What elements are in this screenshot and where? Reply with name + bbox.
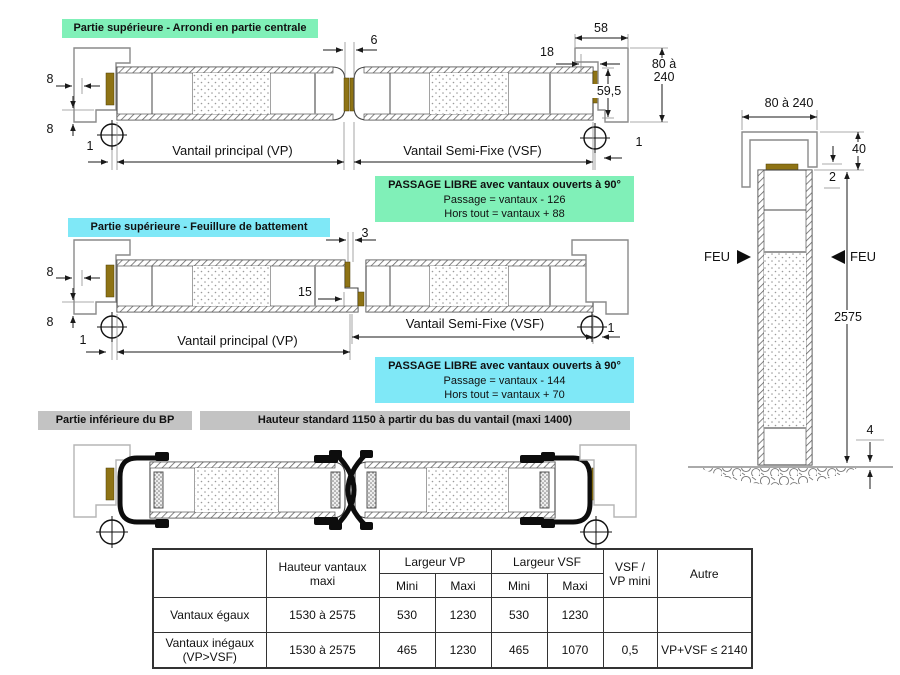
dim-8-top: 8 [46,72,54,86]
battement-seal [345,262,350,287]
dim-2575: 2575 [828,310,868,324]
section3-header: Partie inférieure du BP [38,411,192,430]
cell-vsf-mini: 530 [491,598,547,633]
dim-8-bottom: 8 [46,122,54,136]
feu-label-right: FEU [850,249,876,264]
dim-1-left: 1 [86,139,94,153]
dimensions-table [152,548,753,669]
top-seal [766,164,798,170]
vp-insulation [193,266,270,306]
insulation [764,253,806,428]
table-row [153,633,752,669]
header-autre: Autre [657,549,752,598]
bp-mechanism-strip [331,472,340,508]
frame-seal [106,468,114,500]
cell-autre [657,598,752,633]
dim-58: 58 [594,21,608,35]
dim-1-left: 1 [79,333,87,347]
cell-vp-mini: 465 [379,633,435,669]
dim-8-top: 8 [46,265,54,279]
header-mini: Mini [379,574,435,598]
cell-ratio: 0,5 [603,633,657,669]
cell-autre: VP+VSF ≤ 2140 [657,633,752,669]
passage-line: Hors tout = vantaux + 88 [444,208,565,220]
dim-4: 4 [866,423,874,437]
bp-mechanism-strip [540,472,549,508]
frame-seal [106,265,114,297]
cell-hauteur: 1530 à 2575 [266,633,379,669]
header-empty [153,549,266,598]
header-mini: Mini [491,574,547,598]
dim-6: 6 [370,33,378,47]
row-label: Vantaux égaux [153,598,266,633]
header-largeur-vp: Largeur VP [379,549,491,574]
dim-18: 18 [540,45,554,59]
bp-mechanism-strip [154,472,163,508]
header-ratio: VSF / VP mini [603,549,657,598]
dim-2: 2 [829,170,836,184]
dim-40: 40 [845,142,873,156]
passage-line: Hors tout = vantaux + 70 [444,389,565,401]
bp-mechanism-strip [367,472,376,508]
dim-80-240: 80 à 240 [649,58,679,84]
dim-8-bottom: 8 [46,315,54,329]
vp-insulation [195,468,278,512]
section2-header: Partie supérieure - Feuillure de battement [68,218,330,237]
cell-vsf-maxi: 1230 [547,598,603,633]
passage-libre-note-green [375,176,634,222]
header-hauteur: Hauteur vantaux maxi [266,549,379,598]
vsf-insulation [430,266,508,306]
dim-3: 3 [361,226,369,240]
passage-line: Passage = vantaux - 144 [443,374,566,387]
feu-label-left: FEU [704,249,730,264]
cell-vp-maxi: 1230 [435,598,491,633]
vsf-label: Vantail Semi-Fixe (VSF) [403,143,542,158]
passage-title: PASSAGE LIBRE avec vantaux ouverts à 90° [388,360,621,372]
ground-rubble [700,468,858,485]
vp-label: Vantail principal (VP) [172,143,293,158]
frame-seal [106,73,114,105]
feu-arrow-right-icon [737,250,751,264]
cell-vsf-mini: 465 [491,633,547,669]
vsf-insulation [430,73,508,114]
cell-hauteur: 1530 à 2575 [266,598,379,633]
cell-vp-mini: 530 [379,598,435,633]
passage-libre-note-cyan [375,357,634,403]
dim-15: 15 [298,285,312,299]
drawing-top-feuillure [56,232,628,360]
vsf-insulation [427,468,508,512]
meeting-seal [344,78,349,111]
header-maxi: Maxi [435,574,491,598]
feu-arrow-left-icon [831,250,845,264]
cell-vp-maxi: 1230 [435,633,491,669]
cell-ratio [603,598,657,633]
cell-vsf-maxi: 1070 [547,633,603,669]
section1-header: Partie supérieure - Arrondi en partie centrale [62,19,318,38]
drawing-bottom-bp [74,445,636,548]
dim-80-240-side: 80 à 240 [764,96,814,110]
vp-label: Vantail principal (VP) [177,333,298,348]
row-label: Vantaux inégaux (VP>VSF) [153,633,266,669]
dim-1-right: 1 [635,135,643,149]
table-row [153,598,752,633]
vp-insulation [193,73,270,114]
dim-59-5: 59,5 [592,84,626,98]
section3-note: Hauteur standard 1150 à partir du bas du vantail (maxi 1400) [200,411,630,430]
battement-seal [358,292,364,306]
dim-1-right: 1 [607,321,615,335]
passage-title: PASSAGE LIBRE avec vantaux ouverts à 90° [388,179,621,191]
vsf-label: Vantail Semi-Fixe (VSF) [405,316,545,331]
passage-line: Passage = vantaux - 126 [443,193,566,206]
header-maxi: Maxi [547,574,603,598]
header-largeur-vsf: Largeur VSF [491,549,603,574]
